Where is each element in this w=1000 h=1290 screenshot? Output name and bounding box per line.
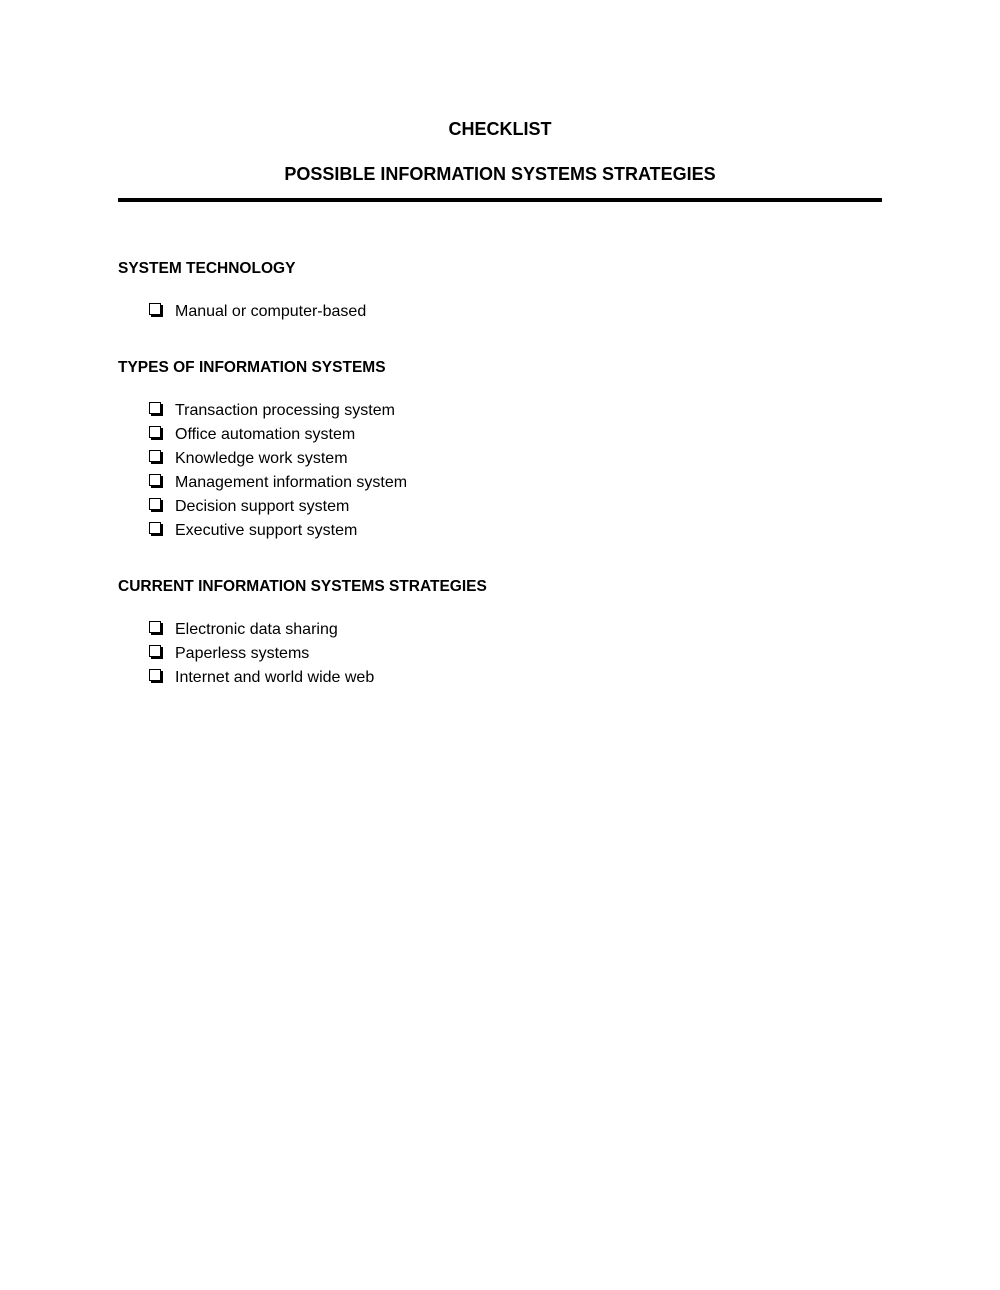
checklist-item-label: Executive support system [175,522,358,539]
checkbox-icon[interactable] [149,621,161,633]
document-title: CHECKLIST [448,119,552,139]
checklist-item[interactable] [149,447,407,471]
checkbox-icon[interactable] [149,474,161,486]
section-heading-system-technology: SYSTEM TECHNOLOGY [118,260,296,277]
checklist-current-information-systems-strategies [149,618,374,690]
checklist-system-technology [149,300,366,324]
checklist-item[interactable] [149,618,374,642]
checkbox-icon[interactable] [149,450,161,462]
section-heading-types-of-information-systems: TYPES OF INFORMATION SYSTEMS [118,359,386,376]
checklist-item-label: Transaction processing system [175,402,395,419]
checkbox-icon[interactable] [149,426,161,438]
checklist-item[interactable] [149,642,374,666]
checklist-item[interactable] [149,471,407,495]
checklist-item-label: Electronic data sharing [175,621,338,638]
checkbox-icon[interactable] [149,402,161,414]
checklist-item-label: Internet and world wide web [175,669,375,686]
checklist-item-label: Knowledge work system [175,450,348,467]
checklist-item[interactable] [149,666,374,690]
document-subtitle: POSSIBLE INFORMATION SYSTEMS STRATEGIES [284,164,716,184]
checklist-item-label: Paperless systems [175,645,310,662]
checklist-item[interactable] [149,423,407,447]
checkbox-icon[interactable] [149,522,161,534]
checkbox-icon[interactable] [149,669,161,681]
checklist-item[interactable] [149,519,407,543]
section-heading-current-information-systems-strategies: CURRENT INFORMATION SYSTEMS STRATEGIES [118,578,487,595]
checklist-item-label: Management information system [175,474,408,491]
checklist-item-label: Decision support system [175,498,350,515]
checklist-item-label: Manual or computer-based [175,303,367,320]
checkbox-icon[interactable] [149,498,161,510]
checklist-types-of-information-systems [149,399,407,543]
checkbox-icon[interactable] [149,303,161,315]
checklist-item[interactable] [149,300,366,324]
checklist-item[interactable] [149,495,407,519]
title-divider [118,198,882,202]
checkbox-icon[interactable] [149,645,161,657]
checklist-item[interactable] [149,399,407,423]
checklist-item-label: Office automation system [175,426,356,443]
